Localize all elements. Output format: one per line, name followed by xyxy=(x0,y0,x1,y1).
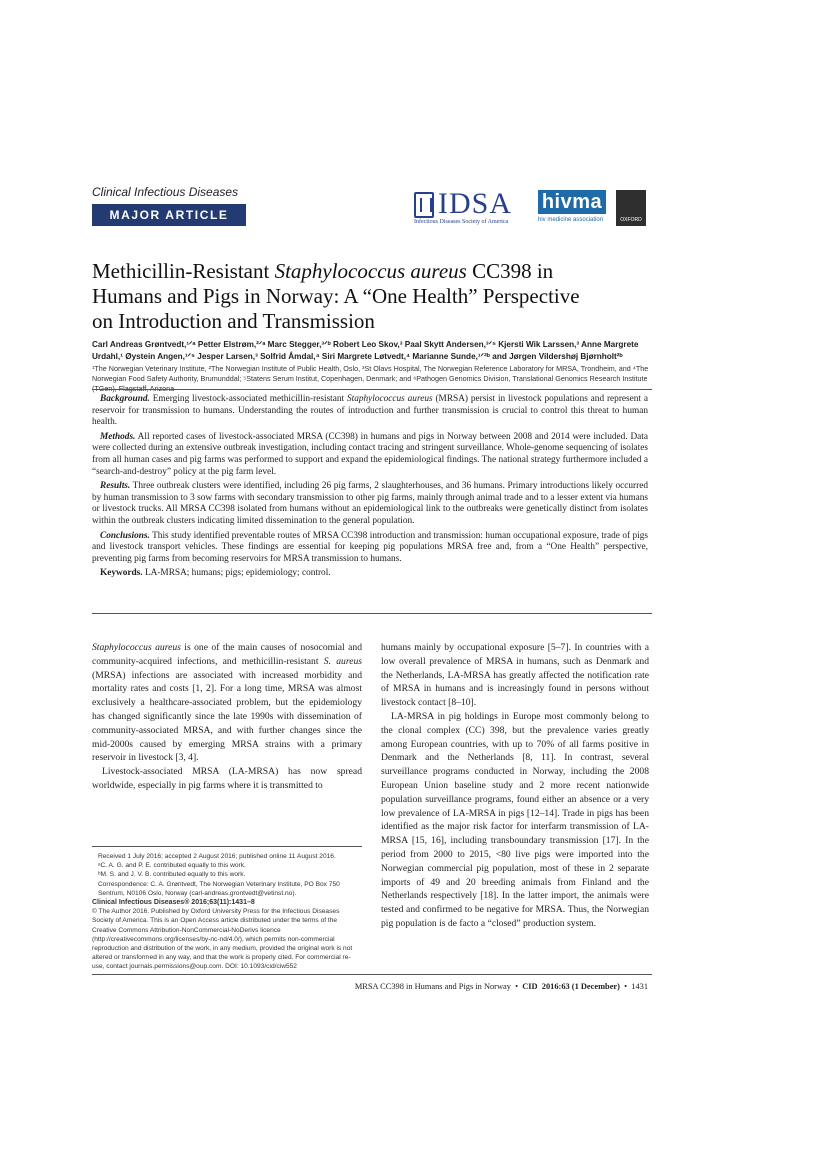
abstract-background: Background. Emerging livestock-associated methicillin-resistant Staphylococcus aureus (MRSA) persist in livestock populations and represent a reservoir for transmission to humans. Understanding the routes of introduction and further transmission is crucial to control this threat to human health. xyxy=(92,394,648,428)
abstract-bottom-rule xyxy=(92,613,652,614)
abstract-conclusions: Conclusions. This study identified preventable routes of MRSA CC398 introduction and transmission: human occupational exposure, trade of pigs and livestock transport vehicles. These findings are essential for keeping pig populations MRSA free and, from a “One Health” perspective, preventing pig farms from becoming reservoirs for MRSA transmission to humans. xyxy=(92,530,648,564)
body-paragraph: Staphylococcus aureus is one of the main causes of nosocomial and community-acquired infections, and methicillin-resistant S. aureus (MRSA) infections are associated with increased morbidity and mortality rates and costs [1, 2]. For a long time, MRSA was almost exclusively a healthcare-associated problem, but the epidemiology has changed significantly since the late 1990s with dissemination of community-associated MRSA, and with further changes since the mid-2000s caused by emerging MRSA strains with a primary reservoir in livestock [3, 4]. xyxy=(92,642,362,764)
journal-abbrev: CID xyxy=(522,982,538,991)
footnote-b: ᵇM. S. and J. V. B. contributed equally to this work. xyxy=(98,871,246,879)
hivma-logo xyxy=(538,190,606,226)
hivma-logo-text: hivma xyxy=(538,190,606,214)
footnote-copyright: © The Author 2016. Published by Oxford University Press for the Infectious Diseases Society of America. This is an Open Access article distributed under the terms of the Creative Commons Attribution-NonCommercial-NoDerivs licence (http://creativecommons.org/licenses/by-nc-nd/4.0/), which permits non-commercial reproduction and distribution of the work, in any medium, provided the original work is not altered or transformed in any way, and that the work is properly cited. For commercial re-use, contact journals.permissions@oup.com. DOI: 10.1093/cid/ciw552 xyxy=(92,908,353,971)
footnote-rule xyxy=(92,846,362,847)
footer-rule xyxy=(92,974,652,975)
body-paragraph: Livestock-associated MRSA (LA-MRSA) has now spread worldwide, especially in pig farms where it is transmitted to xyxy=(92,766,362,791)
body-paragraph: LA-MRSA in pig holdings in Europe most commonly belong to the clonal complex (CC) 398, but the prevalence varies greatly among European countries, with up to 70% of all farms positive in Denmark and the Netherlands [8, 11]. In contrast, several surveillance programs conducted in Norway, including the 2008 European Union baseline study and 2 more recent nationwide population surveillance programs, found either an absence or a very low prevalence of LA-MRSA in pigs [12–14]. Trade in pigs has been identified as the major risk factor for interfarm transmission of LA-MRSA [15, 16], including transboundary transmission [17]. In the period from 2000 to 2015, <80 live pigs were imported into the Norwegian commercial pig population, most of these in 2 separate imports of 49 and 20 breeding animals from Finland and the Netherlands respectively [18]. In the latter import, the animals were tested and confirmed to be negative for MRSA. Thus, the Norwegian pig population is de facto a “closed” production system. xyxy=(381,710,649,929)
author-list: Carl Andreas Grøntvedt,¹ᐟᵃ Petter Elstrøm,²ᐟᵃ Marc Stegger,³ᐟᵇ Robert Leo Skov,³ Paal Skytt Andersen,³ᐟ⁵ Kjersti Wik Larssen,³ Anne Margrete Urdahl,¹ Øystein Angen,¹ᐟ⁵ Jesper Larsen,³ Solfrid Åmdal,⁴ Siri Margrete Løtvedt,⁴ Marianne Sunde,¹ᐟ²ᵇ and Jørgen Vildershøj Bjørnholt²ᵇ xyxy=(92,340,639,361)
footnotes xyxy=(92,852,362,972)
abstract-top-rule xyxy=(92,389,652,390)
journal-name: Clinical Infectious Diseases xyxy=(92,185,239,199)
footnote-citation: Clinical Infectious Diseases® 2016;63(11):1431–8 xyxy=(92,899,255,907)
article-type-badge: MAJOR ARTICLE xyxy=(92,204,246,226)
abstract-keywords: Keywords. LA-MRSA; humans; pigs; epidemiology; control. xyxy=(100,568,331,579)
page-footer: MRSA CC398 in Humans and Pigs in Norway • CID 2016:63 (1 December) • 1431 xyxy=(354,982,648,991)
running-title: MRSA CC398 in Humans and Pigs in Norway xyxy=(354,982,511,991)
oxford-logo: OXFORD xyxy=(616,190,646,226)
body-column-left xyxy=(92,641,362,793)
idsa-logo-text: IDSA xyxy=(438,187,513,220)
hivma-logo-subtitle: hiv medicine association xyxy=(538,217,604,223)
footnote-correspondence: Correspondence: C. A. Grøntvedt, The Norwegian Veterinary Institute, PO Box 750 Sentrum, N0106 Oslo, Norway (carl-andreas.grontvedt@vetinst.no). xyxy=(98,880,340,897)
body-column-right xyxy=(381,641,649,931)
footnote-received: Received 1 July 2016; accepted 2 August 2016; published online 11 August 2016. xyxy=(98,853,336,860)
abstract-methods: Methods. All reported cases of livestock-associated MRSA (CC398) in humans and pigs in Norway between 2008 and 2014 were included. Data were collected during an extensive outbreak investigation, including contact tracing and stringent surveillance. Whole-genome sequencing of isolates from all human cases and pig farms was performed to support and expand the epidemiological findings. The national strategy furthermore included a “search-and-destroy” policy at the pig farm level. xyxy=(92,431,648,477)
affiliations: ¹The Norwegian Veterinary Institute, ²The Norwegian Institute of Public Health, Oslo, ³St Olavs Hospital, The Norwegian Reference Laboratory for MRSA, Trondheim, and ⁴The Norwegian Food Safety Authority, Brumunddal; ⁵Statens Serum Institut, Copenhagen, Denmark; and ⁶Pathogen Genomics Division, Translational Genomics Research Institute (TGen), Flagstaff, Arizona xyxy=(92,364,649,393)
idsa-emblem-icon xyxy=(414,192,434,218)
issue-info: 2016:63 (1 December) xyxy=(541,982,620,991)
article-title: Methicillin-Resistant Staphylococcus aureus CC398 in Humans and Pigs in Norway: A “One Health” Perspective on Introduction and Transmission xyxy=(92,259,580,333)
abstract xyxy=(92,394,648,583)
idsa-logo xyxy=(414,188,532,230)
abstract-results: Results. Three outbreak clusters were identified, including 26 pig farms, 2 slaughterhouses, and 36 humans. Primary introductions likely occurred by human transmission to 3 sow farms with secondary transmission to other pig farms, mainly through animal trade and to a lesser extent via humans or livestock trucks. All MRSA CC398 isolated from humans without an epidemiological link to the outbreaks were genetically distinct from isolates within the outbreak clusters indicating limited dissemination to the general population. xyxy=(92,481,648,526)
body-paragraph: humans mainly by occupational exposure [5–7]. In countries with a low overall prevalence of MRSA in humans, such as Denmark and the Netherlands, LA-MRSA has greatly affected the notification rate of MRSA in humans and is increasingly found in persons without livestock contact [8–10]. xyxy=(381,642,649,709)
footnote-a: ᵃC. A. G. and P. E. contributed equally to this work. xyxy=(98,862,246,870)
idsa-logo-subtitle: Infectious Diseases Society of America xyxy=(414,219,509,225)
page-number: 1431 xyxy=(631,982,648,991)
